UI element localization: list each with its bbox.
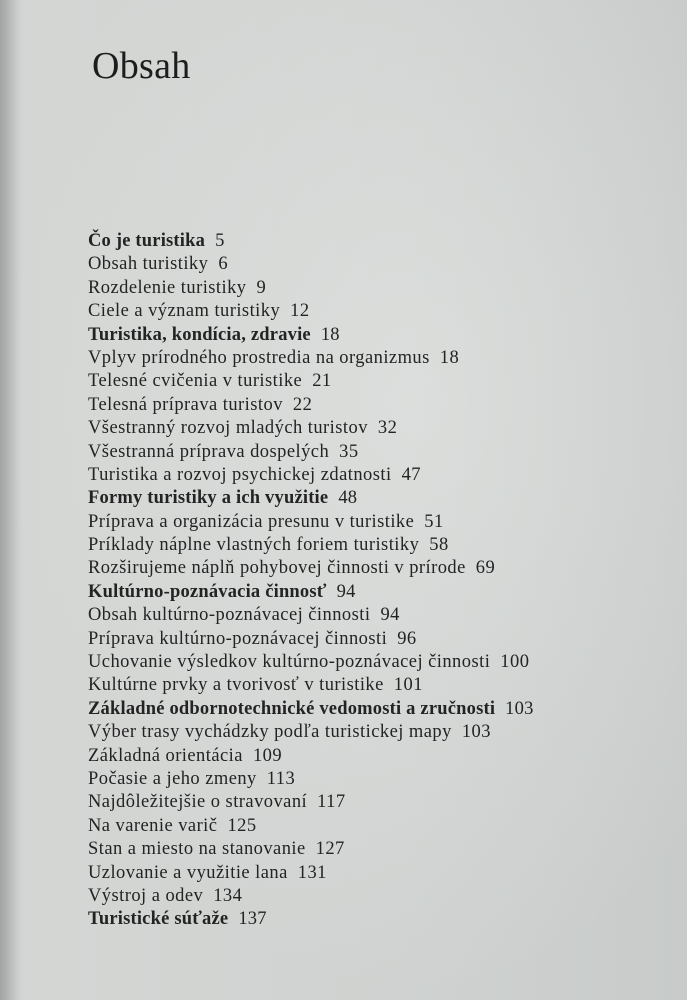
toc-page-number: 32 [377,418,398,439]
toc-entry-title: Výstroj a odev [88,885,204,906]
toc-page-number: 94 [380,605,400,626]
toc-entry-title: Všestranná príprava dospelých [88,441,330,462]
toc-page-number: 21 [312,371,332,392]
toc-chapter [88,698,534,721]
table-of-contents [88,230,534,932]
toc-chapter [88,581,534,604]
toc-page-number: 134 [213,885,243,906]
toc-entry [88,838,534,861]
toc-chapter [88,324,534,347]
toc-entry-title: Uzlovanie a využitie lana [88,862,288,883]
toc-chapter [88,908,534,931]
toc-entry-title: Turistika a rozvoj psychickej zdatnosti [88,464,392,485]
toc-entry [88,511,534,534]
toc-entry [88,745,534,768]
toc-entry [88,370,534,393]
toc-entry [88,674,534,697]
toc-page-number: 103 [505,698,534,719]
toc-entry-title: Najdôležitejšie o stravovaní [88,792,308,813]
toc-page-number: 18 [439,347,460,368]
toc-entry-title: Výber trasy vychádzky podľa turistickej mapy [88,722,452,743]
toc-entry [88,441,534,464]
toc-entry-title: Ciele a význam turistiky [88,301,281,322]
toc-entry-title: Počasie a jeho zmeny [88,768,257,789]
toc-entry [88,464,534,487]
toc-entry-title: Obsah turistiky [88,254,209,275]
toc-entry [88,417,534,440]
toc-entry-title: Čo je turistika [88,231,206,251]
toc-entry [88,604,534,627]
toc-page-number: 101 [393,675,423,696]
toc-entry [88,862,534,885]
toc-entry-title: Turistické súťaže [88,909,229,930]
toc-entry-title: Turistika, kondícia, zdravie [88,324,311,345]
toc-page-number: 47 [401,464,421,485]
toc-entry [88,768,534,791]
toc-page-number: 18 [320,324,340,345]
toc-entry [88,791,534,814]
toc-entry-title: Základná orientácia [88,745,243,766]
toc-page-number: 48 [338,488,358,509]
toc-entry-title: Rozdelenie turistiky [88,277,247,298]
toc-entry-title: Na varenie varič [88,815,218,836]
toc-page-number: 96 [397,628,417,649]
toc-entry [88,885,534,908]
toc-entry-title: Telesné cvičenia v turistike [88,371,303,392]
page-spine-shadow [0,0,22,1000]
toc-page-number: 5 [215,231,225,251]
toc-chapter [88,487,534,510]
toc-entry-title: Vplyv prírodného prostredia na organizmus [88,347,430,368]
toc-entry [88,651,534,674]
toc-entry-title: Kultúrne prvky a tvorivosť v turistike [88,675,384,696]
toc-entry-title: Uchovanie výsledkov kultúrno-poznávacej činnosti [88,652,491,673]
toc-page-number: 94 [336,581,356,602]
toc-entry-title: Telesná príprava turistov [88,394,283,415]
toc-page-number: 125 [227,815,257,836]
toc-entry-title: Stan a miesto na stanovanie [88,839,306,860]
page-title: Obsah [92,45,191,87]
toc-entry-title: Rozširujeme náplň pohybovej činnosti v prírode [88,558,466,579]
toc-page-number: 117 [317,792,346,813]
toc-entry [88,253,534,276]
toc-page-number: 131 [297,862,327,883]
toc-entry-title: Formy turistiky a ich využitie [88,488,329,509]
toc-page-number: 9 [256,277,267,298]
toc-entry-title: Príprava a organizácia presunu v turistike [88,511,415,532]
toc-entry-title: Základné odbornotechnické vedomosti a zručnosti [88,698,496,719]
toc-page-number: 6 [218,254,229,275]
toc-entry [88,534,534,557]
toc-entry-title: Všestranný rozvoj mladých turistov [88,418,368,439]
toc-page-number: 127 [315,839,345,860]
toc-entry-title: Príklady náplne vlastných foriem turistiky [88,535,420,556]
toc-entry-title: Kultúrno-poznávacia činnosť [88,581,327,602]
toc-page-number: 100 [500,652,530,673]
toc-entry [88,721,534,744]
toc-page-number: 22 [292,394,313,415]
toc-entry [88,347,534,370]
toc-entry [88,394,534,417]
toc-entry [88,300,534,323]
toc-page-number: 58 [429,535,449,556]
toc-entry [88,815,534,838]
toc-chapter [88,230,534,253]
toc-page-number: 35 [339,441,359,462]
toc-page-number: 51 [424,511,444,532]
toc-page-number: 137 [238,909,267,930]
toc-page-number: 12 [290,301,310,322]
toc-page-number: 113 [266,768,296,789]
toc-entry [88,628,534,651]
toc-entry [88,557,534,580]
toc-page-number: 109 [252,745,283,766]
toc-page-number: 69 [475,558,496,579]
toc-entry-title: Príprava kultúrno-poznávacej činnosti [88,628,388,649]
toc-entry [88,277,534,300]
toc-entry-title: Obsah kultúrno-poznávacej činnosti [88,605,371,626]
toc-page-number: 103 [461,722,491,743]
